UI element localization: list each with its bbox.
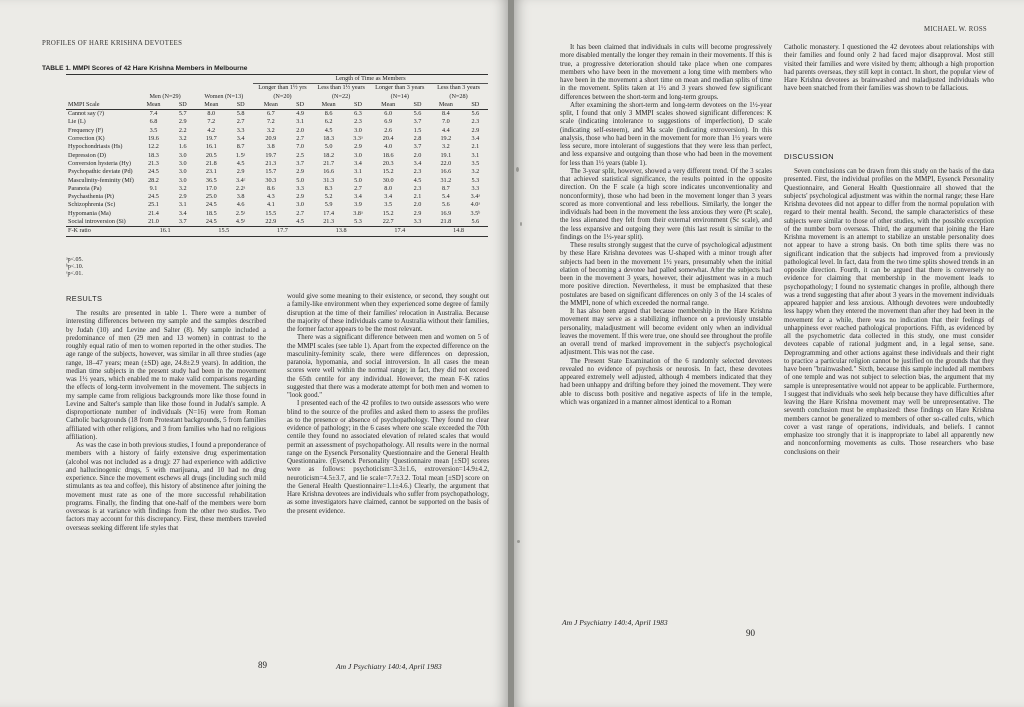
left-column-1 — [66, 310, 266, 533]
table-cell: 2.7 — [296, 209, 304, 217]
table-cell: 7.2 — [266, 118, 275, 126]
table-cell: 3.7 — [296, 159, 304, 167]
table-cell: 7.2 — [207, 118, 216, 126]
table-cell: 2.7 — [296, 135, 304, 143]
table-cell: 13.8 — [312, 227, 371, 236]
table-cell: 3.4 — [236, 135, 245, 143]
table-cell: 3.1 — [178, 201, 187, 209]
right-column-2-discussion — [784, 168, 994, 457]
table-cell: 22.0 — [440, 159, 452, 167]
table-cell: 8.7 — [236, 143, 245, 151]
table-cell: 8.6 — [266, 184, 275, 192]
table-cell: 1.6 — [178, 143, 187, 151]
table-cell: 7.0 — [296, 143, 304, 151]
table-cell: 3.1 — [296, 118, 304, 126]
table-cell: 2.7 — [354, 184, 362, 192]
table-cell: 2.3 — [413, 168, 422, 176]
table-cell: 2.9 — [178, 118, 187, 126]
table-cell: 7.0 — [441, 118, 450, 126]
page-number-left: 89 — [258, 660, 267, 670]
table-cell: 2.2 — [178, 126, 187, 134]
table-cell: 24.5 — [148, 168, 159, 176]
table-cell: 16.1 — [205, 143, 217, 151]
running-head-right: MICHAEL W. ROSS — [924, 26, 987, 33]
print-smudge — [517, 540, 520, 543]
table-footnote: ᶜp<.01. — [66, 271, 83, 277]
table-stat-label: Mean — [194, 101, 228, 110]
paragraph: Catholic monastery. I questioned the 42 devotees about relationships with their families and found only 2 had faced major disapproval. Most still visited their families and were visited by them; although a high proportion had parents overseas, they still kept in contact. In short, the popular view of Hare Krishna devotees as brainwashed and maladjusted individuals who have been snatched from their families was shown to be fallacious. — [784, 44, 994, 93]
table-cell: 28.2 — [148, 176, 159, 184]
table-scale-name: Depression (D) — [68, 151, 106, 159]
table-scale-name: Masculinity-feminity (Mf) — [68, 176, 134, 184]
table-cell: 6.9 — [384, 118, 393, 126]
journal-footer-right: Am J Psychiatry 140:4, April 1983 — [562, 618, 668, 627]
table-cell: 25.0 — [205, 193, 217, 201]
table-cell: 1.5ᵃ — [235, 151, 246, 159]
table-cell: 3.2 — [178, 135, 187, 143]
table-cell: 24.5 — [205, 218, 217, 226]
table-cell: 21.8 — [205, 159, 217, 167]
table-row — [66, 118, 488, 126]
table-cell: 4.0 — [384, 143, 393, 151]
table-stat-label: SD — [406, 101, 429, 110]
table-cell: 31.2 — [440, 176, 452, 184]
table-stat-row — [66, 101, 488, 110]
table-cell: 3.5 — [471, 159, 480, 167]
table-cell: 5.3 — [354, 218, 362, 226]
table-row — [66, 152, 488, 160]
table-cell: 21.3 — [265, 159, 277, 167]
table-cell: 15.5 — [194, 227, 253, 236]
table-column-group: Less than 1½ years (N=22) — [317, 84, 365, 100]
table-cell: 24.5 — [148, 193, 159, 201]
table-cell: 3.9 — [354, 201, 362, 209]
table-cell: 3.2 — [266, 126, 275, 134]
right-column-2-top — [784, 44, 994, 94]
table-cell: 3.0 — [354, 151, 362, 159]
table-cell: 2.9 — [296, 168, 304, 176]
table-cell: 19.7 — [205, 135, 217, 143]
table-cell: 18.3 — [323, 135, 335, 143]
table-row — [66, 127, 488, 135]
table-cell: 3.4 — [354, 159, 362, 167]
table-cell: 21.3 — [148, 159, 159, 167]
table-cell: 16.6 — [323, 168, 335, 176]
table-cell: 3.4 — [384, 193, 393, 201]
table-row — [66, 210, 488, 218]
table-stat-label: SD — [463, 101, 488, 110]
table-cell: 17.7 — [253, 227, 312, 236]
table-cell: 2.2ᵃ — [235, 184, 246, 192]
table-cell: 4.1 — [266, 201, 275, 209]
table-scale-name: Lie (L) — [68, 118, 86, 126]
table-cell: 5.9 — [324, 201, 333, 209]
table-cell: 4.5 — [236, 159, 245, 167]
table-row — [66, 135, 488, 143]
table-cell: 5.6 — [471, 110, 480, 118]
table-stat-label: Mean — [371, 101, 406, 110]
table-cell: 12.2 — [148, 143, 159, 151]
paragraph: It has been claimed that individuals in cults will become progressively more disabled mentally the longer they remain in their movements. If this is true, a progressive deterioration should take place when one compares members who have been in the movement a long time with members who have been in the movement a short time on mean and median splits of time in the movement. Splits taken at 1½ and 3 years showed few significant differences between the short-term and long-term groups. — [560, 44, 772, 101]
table-scale-name: F-K ratio — [66, 227, 136, 236]
table-row — [66, 185, 488, 193]
table-cell: 3.5 — [384, 201, 393, 209]
table-cell: 7.4 — [149, 110, 158, 118]
table-column-group: Men (N=29) — [149, 92, 181, 100]
table-scale-name: Hypochondriasis (Hs) — [68, 143, 123, 151]
table-cell: 3.4 — [471, 135, 480, 143]
table-cell: 18.5 — [205, 209, 217, 217]
table-cell: 6.2 — [324, 118, 333, 126]
table-cell: 4.3 — [266, 193, 275, 201]
table-cell: 6.3 — [354, 110, 362, 118]
table-cell: 15.2 — [382, 209, 394, 217]
table-cell: 1.5 — [413, 126, 422, 134]
table-cell: 3.1 — [354, 168, 362, 176]
table-cell: 22.7 — [382, 218, 394, 226]
table-cell: 4.6 — [236, 201, 245, 209]
table-cell: 3.4 — [178, 209, 187, 217]
table-cell: 2.0 — [296, 126, 304, 134]
table-cell: 2.9 — [354, 143, 362, 151]
table-cell: 8.4 — [441, 110, 450, 118]
table-cell: 19.7 — [265, 151, 277, 159]
table-cell: 8.6 — [324, 110, 333, 118]
table-scale-name: Frequency (F) — [68, 126, 104, 134]
print-smudge — [520, 222, 522, 226]
table-cell: 5.3 — [471, 176, 480, 184]
table-row — [66, 201, 488, 209]
table-cell: 3.0 — [354, 126, 362, 134]
table-cell: 5.4 — [441, 193, 450, 201]
table-footnotes — [66, 257, 83, 278]
table-cell: 3.0 — [296, 201, 304, 209]
table-cell: 20.9 — [265, 135, 277, 143]
table-scale-name: Schizophrenia (Sc) — [68, 201, 116, 209]
table-stat-label: Mean — [429, 101, 463, 110]
table-stat-label: Mean — [312, 101, 346, 110]
discussion-heading: DISCUSSION — [784, 152, 834, 161]
table-cell: 5.0 — [354, 176, 362, 184]
table-column-group: Longer than 3 years (N=14) — [375, 84, 425, 100]
table-cell: 18.3 — [148, 151, 159, 159]
table-footnote: ᵃp<.05. — [66, 257, 84, 263]
paragraph: After examining the short-term and long-term devotees on the 1½-year split, I found that only 3 MMPI scales showed significant differences: K scale (indicating intolerance to suggestions of imperfection), D scale (indicating self-esteem), and Ma scale (indicating extroversion). In this analysis, those who had been in the movement for more than 1½ years were less secure, more intolerant of suggestions that they were less than perfect, and less expansive and outgoing than those who had been in the movement for less than 1½ years (table 1). — [560, 101, 772, 167]
table-cell: 19.2 — [440, 135, 452, 143]
table-cell: 30.3 — [265, 176, 277, 184]
table-cell: 21.8 — [440, 218, 452, 226]
table-cell: 3.3ᵃ — [353, 135, 363, 143]
paragraph: It has also been argued that because membership in the Hare Krishna movement may serve as a stabilizing influence on a previously unstable personality, maladjustment will become evident only when an individual leaves the movement. If this were true, one should see throughout the profile an overall trend of marked improvement in the subject's psychological adjustment. This was not the case. — [560, 308, 772, 357]
table-scale-name: Psychasthenia (Pt) — [68, 193, 114, 201]
table-cell: 5.6 — [413, 110, 422, 118]
table-cell: 2.9 — [296, 193, 304, 201]
table-cell: 18.6 — [382, 151, 394, 159]
table-stat-label: SD — [345, 101, 370, 110]
table-cell: 3.4ᶜ — [235, 176, 246, 184]
table-cell: 2.9 — [413, 209, 422, 217]
table-cell: 3.7 — [413, 118, 422, 126]
table-cell: 16.1 — [136, 227, 195, 236]
table-cell: 4.9 — [296, 110, 304, 118]
table-cell: 15.5 — [265, 209, 277, 217]
paragraph: As was the case in both previous studies, I found a preponderance of members with a history of fairly extensive drug experimentation (alcohol was not included as a drug): 27 had experience with addictive and hallucinogenic drugs, 5 with marijuana, and 10 had no drug experience. Since the movement eschews all drugs (including such mild stimulants as tea and coffee), this history of abstinence after joining the movement must rate as one of the more successful rehabilitation programs. Finally, the finding that one-half of the members were born overseas is at variance with findings from the other two studies. Two factors may account for this discrepancy. First, these members traveled overseas seeking different life styles that — [66, 442, 266, 532]
table-stat-label: SD — [288, 101, 311, 110]
table-cell: 3.1 — [471, 151, 480, 159]
table-cell: 15.2 — [382, 168, 394, 176]
print-smudge — [516, 167, 519, 172]
table-cell: 9.1 — [149, 184, 158, 192]
table-cell: 8.0 — [207, 110, 216, 118]
table-cell: 2.1 — [471, 143, 480, 151]
table-cell: 2.5ᵃ — [235, 209, 246, 217]
table-cell: 3.5ᵇ — [470, 209, 481, 217]
table-cell: 2.6 — [384, 126, 393, 134]
table-cell: 2.0 — [413, 151, 422, 159]
left-column-2 — [287, 293, 489, 516]
table-cell: 2.3 — [413, 184, 422, 192]
table-column-group: Less than 3 years (N=28) — [437, 84, 480, 100]
table-cell: 2.9 — [178, 193, 187, 201]
table-cell: 3.3 — [296, 184, 304, 192]
table-cell: 21.0 — [148, 218, 159, 226]
table-stat-label: Mean — [136, 101, 171, 110]
table-cell: 23.1 — [205, 168, 217, 176]
table-group-row — [66, 84, 488, 101]
table-cell: 6.8 — [149, 118, 158, 126]
table-cell: 4.5ᵃ — [235, 218, 246, 226]
table-cell: 3.7 — [413, 143, 422, 151]
table-cell: 5.0 — [324, 143, 333, 151]
table-cell: 6.0 — [384, 110, 393, 118]
table-cell: 17.4 — [371, 227, 430, 236]
table-cell: 3.3 — [236, 126, 245, 134]
table-cell: 8.3 — [324, 184, 333, 192]
mmpi-table — [66, 74, 488, 237]
paragraph: There was a significant difference between men and women on 5 of the MMPI scales (see table 1). Apart from the expected difference on the masculinity-feminity scale, there were differences on depression, paranoia, hypomania, and social introversion. In all cases the mean scores were well within the normal range; in fact, they did not exceed the 65th centile for any individual. However, the mean F-K ratios suggested that there was a moderate attempt for both men and women to "look good." — [287, 334, 489, 399]
table-cell: 2.3 — [471, 118, 480, 126]
table-cell: 5.8 — [236, 110, 245, 118]
left-page — [0, 0, 508, 707]
table-cell: 3.4ᵃ — [470, 193, 481, 201]
table-scale-name: Conversion hysteria (Hy) — [68, 159, 131, 167]
table-cell: 3.2 — [441, 143, 450, 151]
table-cell: 21.4 — [148, 209, 159, 217]
paragraph: The results are presented in table 1. There were a number of interesting differences between my sample and the samples described by Judah (10) and Levine and Salter (8). My sample included a predominance of men (29 men and 13 women) in contrast to the roughly equal ratio of men to women reported in the other studies. The age range of the subjects, however, was similar in all three studies (age range, 18–47 years; mean (±SD) age, 24.8±2.9 years). In addition, the median time subjects in the present study had been in the movement was 1½ years, which enabled me to make valid comparisons regarding the effects of long-term involvement in the movement. The subjects in my sample came from religious backgrounds more like those found in Levine and Salter's sample than like those found in Judah's sample. A disproportionate number of individuals (N=16) were from Roman Catholic backgrounds (18 from Protestant backgrounds, 5 from families affiliated with other religions, and 3 from families who had no religious affiliation). — [66, 310, 266, 441]
table-row — [66, 177, 488, 185]
table-cell: 8.0 — [384, 184, 393, 192]
page-number-right: 90 — [746, 628, 755, 638]
table-cell: 2.1 — [413, 193, 422, 201]
table-cell: 22.9 — [265, 218, 277, 226]
table-cell: 2.7 — [236, 118, 245, 126]
table-row — [66, 160, 488, 168]
table-row — [66, 110, 488, 119]
table-cell: 3.0 — [178, 159, 187, 167]
table-cell: 4.5 — [296, 218, 304, 226]
table-cell: 19.1 — [440, 151, 452, 159]
table-cell: 2.8 — [413, 135, 422, 143]
table-cell: 20.3 — [382, 159, 394, 167]
table-cell: 20.4 — [382, 135, 394, 143]
table-scale-name: Cannot say (?) — [68, 110, 105, 118]
paragraph: I presented each of the 42 profiles to two outside assessors who were blind to the source of the profiles and asked them to assess the profiles as to the presence or absence of psychopathology. They found no clear evidence of pathology; in the 6 cases where one scale exceeded the 70th centile they found no associated elevation of related scales that would permit an assessment of psychopathology. All results were in the normal range on the Eysenck Personality Questionnaire and the General Health Questionnaire. (Eysenck Personality Questionnaire mean [±SD] scores were as follows: psychoticism=3.3±1.6, extroversion=14.9±4.2, neuroticism=4.5±3.7, and lie scale=7.7±3.2. Total mean [±SD] score on the General Health Questionnaire=1.1±4.6.) Clearly, the argument that Hare Krishna devotees are individuals who suffer from psychopathology, as some investigators have claimed, cannot be supported on the basis of the present evidence. — [287, 400, 489, 515]
table-cell: 25.1 — [148, 201, 159, 209]
table-cell: 3.8 — [266, 143, 275, 151]
table-title: TABLE 1. MMPI Scores of 42 Hare Krishna Members in Melbourne — [42, 65, 248, 72]
table-cell: 3.3 — [413, 218, 422, 226]
table-cell: 4.5 — [413, 176, 422, 184]
table-cell: 2.3 — [354, 118, 362, 126]
table-scale-name: Psychopathic deviate (Pd) — [68, 168, 133, 176]
table-cell: 21.3 — [323, 218, 335, 226]
table-cell: 4.2 — [207, 126, 216, 134]
table-cell: 36.5 — [205, 176, 217, 184]
table-cell: 30.0 — [382, 176, 394, 184]
paragraph: Seven conclusions can be drawn from this study on the basis of the data presented. First, the individual profiles on the MMPI, Eysenck Personality Questionnaire, and General Health Questionnaire all showed that the subjects' psychological adjustment was within the normal range; these Hare Krishna devotees did not appear to differ from the normal population with regard to their mental health. Second, the sample characteristics of these subjects were similar to those of other studies, with the possible exception of the number born overseas. Third, the argument that joining the Hare Krishna movement is an attempt to stabilize an unstable personality does not appear to have a strong basis. On both time splits there was no significant indication that the subjects had improved from a previously pathological level. In fact, data from the two time splits showed trends in an opposite direction. Fourth, it can be argued that there is conversely no evidence for claiming that membership in the movement leads to psychopathology; I found no systematic changes in profile, although there was a trend suggesting that after about 3 years in the movement individuals appeared happier and less anxious. Although devotees were undoubtedly less happy when they entered the movement than after they had been in the movement for a while, there was no indication that their feelings of unhappiness ever reached pathological proportions. Fifth, as evidenced by all the psychometric data collected in this study, one must consider devotees capable of rational judgment and, in a legal sense, sane. Deprogramming and other actions against these individuals and their right to practice a particular religion cannot be justified on the grounds that they have been "brainwashed." Sixth, because this sample included all members of one temple and was not subject to selection bias, the argument that my sample is unrepresentative would not appear to be applicable. Furthermore, I suggest that individuals who seek help because they have difficulties after leaving the Hare Krishna movement may well be unrepresentative. The seventh conclusion must be emphasized: these findings on Hare Krishna members cannot be generalized to members of other so-called cults, which cover a vast range of operations, individuals, and beliefs. I cannot emphasize too strongly that it is inappropriate to label all apparently new and nonconforming movements as cults. Those researchers who base conclusions on their — [784, 168, 994, 456]
table-scale-name: Correction (K) — [68, 135, 105, 143]
table-cell: 14.8 — [429, 227, 488, 236]
table-scale-header: MMPI Scale — [66, 101, 136, 110]
table-cell: 17.0 — [205, 184, 217, 192]
table-cell: 16.9 — [440, 209, 452, 217]
table-scale-name: Paranoia (Pa) — [68, 184, 102, 192]
table-stat-label: SD — [228, 101, 253, 110]
table-cell: 3.7 — [178, 218, 187, 226]
table-row — [66, 193, 488, 201]
results-heading: RESULTS — [66, 294, 103, 303]
table-cell: 19.6 — [148, 135, 159, 143]
table-cell: 2.5 — [296, 151, 304, 159]
table-cell: 4.4 — [441, 126, 450, 134]
table-cell: 31.3 — [323, 176, 335, 184]
table-cell: 3.3 — [471, 184, 480, 192]
table-cell: 3.0 — [178, 176, 187, 184]
table-cell: 3.8 — [236, 193, 245, 201]
table-cell: 4.0ᵃ — [470, 201, 481, 209]
table-cell: 6.7 — [266, 110, 275, 118]
table-cell: 5.7 — [178, 110, 187, 118]
table-group-header: Length of Time as Members — [253, 75, 488, 84]
table-scale-name: Hypomania (Ma) — [68, 209, 111, 217]
table-cell: 17.4 — [323, 209, 335, 217]
table-cell: 3.2 — [471, 168, 480, 176]
table-cell: 2.9 — [236, 168, 245, 176]
table-cell: 5.0 — [296, 176, 304, 184]
table-cell: 3.0 — [178, 168, 187, 176]
journal-footer-left: Am J Psychiatry 140:4, April 1983 — [336, 662, 442, 671]
table-row — [66, 168, 488, 176]
table-row — [66, 218, 488, 227]
table-cell: 3.4 — [354, 193, 362, 201]
table-cell: 4.5 — [324, 126, 333, 134]
paragraph: The 3-year split, however, showed a very different trend. Of the 3 scales that achieved statistical significance, the results pointed in the opposite direction. On the F scale (a high score indicates unconventionality and nonconformity), those who had been in the movement longer than 3 years scored as more conventional and less rebellious. Similarly, the longer the individuals had been in the movement the less anxious they were (Pt scale), the less alienated they felt from their external environment (Sc scale), and the less expansive and outgoing they were (this last result is similar to the findings on the 1½-year split). — [560, 167, 772, 241]
table-cell: 24.5 — [205, 201, 217, 209]
table-stat-label: SD — [171, 101, 194, 110]
table-cell: 5.6 — [471, 218, 480, 226]
paragraph: The Present State Examination of the 6 randomly selected devotees revealed no evidence of psychosis or neurosis. In fact, these devotees appeared extremely well adjusted, although 4 members indicated that they had been unhappy and drifting before they joined the movement. They were able to discuss both positive and negative aspects of life in the temple, which was organized in a manner almost identical to a Roman — [560, 357, 772, 406]
paragraph: would give some meaning to their existence, or second, they sought out a family-like environment when they experienced some degree of family disruption at the time of their families' relocation in Australia. Because the majority of these individuals came to Australia without their families, the former factor appears to be the most relevant. — [287, 293, 489, 333]
table-cell: 18.2 — [323, 151, 335, 159]
table-row-fk — [66, 227, 488, 236]
table-stat-label: Mean — [253, 101, 288, 110]
table-cell: 2.9 — [471, 126, 480, 134]
table-cell: 3.8ᵃ — [353, 209, 363, 217]
paragraph: These results strongly suggest that the curve of psychological adjustment by these Hare Krishna devotees was U-shaped with a minor trough after subjects had been in the movement 1½ years, presumably when the initial elation of becoming a devotee had palled somewhat. After the subjects had been in the movement 3 years, however, their adjustment was in a much more positive direction. Nevertheless, it must be emphasized that these postulates are based on significant differences on only 3 of the 14 scales of the MMPI, none of which exceeded the normal range. — [560, 242, 772, 307]
table-cell: 20.5 — [205, 151, 217, 159]
table-cell: 3.2 — [178, 184, 187, 192]
table-cell: 3.5 — [149, 126, 158, 134]
table-cell: 2.0 — [413, 201, 422, 209]
right-column-1 — [560, 44, 772, 407]
table-cell: 5.2 — [324, 193, 333, 201]
table-cell: 21.7 — [323, 159, 335, 167]
table-scale-name: Social introversion (Si) — [68, 218, 126, 226]
table-cell: 3.0 — [178, 151, 187, 159]
table-row — [66, 143, 488, 151]
table-cell: 16.6 — [440, 168, 452, 176]
running-head-left: PROFILES OF HARE KRISHNA DEVOTEES — [42, 40, 183, 47]
table-cell: 15.7 — [265, 168, 277, 176]
table-body — [66, 110, 488, 227]
table-cell: 8.7 — [441, 184, 450, 192]
table-column-group: Longer than 1½ yrs (N=20) — [258, 84, 307, 100]
table-cell: 5.6 — [441, 201, 450, 209]
table-column-group: Women (N=13) — [204, 92, 244, 100]
table-cell: 3.4 — [413, 159, 422, 167]
table-footnote: ᵇp<.10. — [66, 264, 84, 270]
right-page — [514, 0, 1024, 707]
